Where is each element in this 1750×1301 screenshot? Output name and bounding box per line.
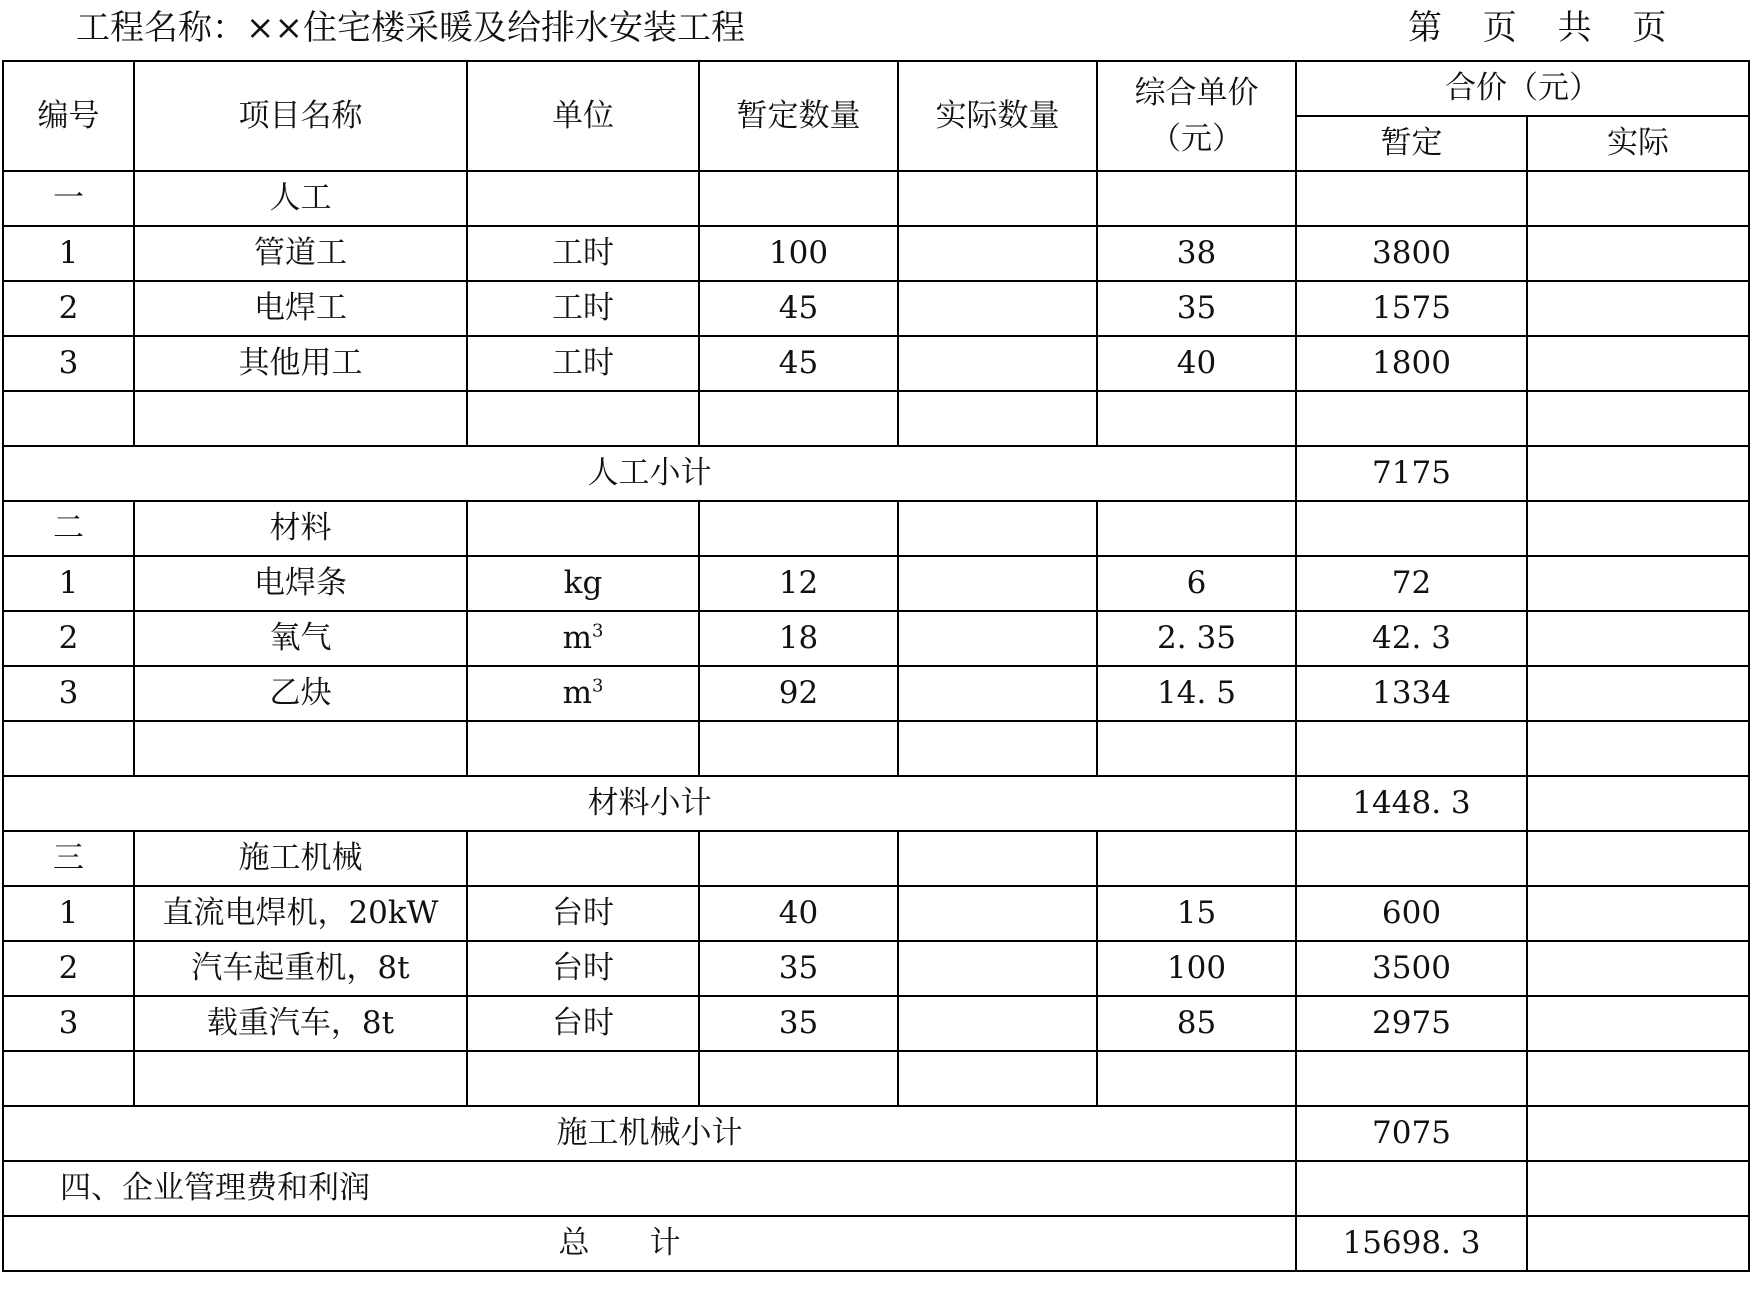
grand-total-label: 总计 bbox=[558, 1225, 741, 1262]
cell-total: 42. 3 bbox=[1296, 611, 1527, 666]
unit-base: m bbox=[562, 675, 592, 712]
cell-no: 3 bbox=[3, 336, 134, 391]
cell-qty: 35 bbox=[699, 996, 898, 1051]
cost-table bbox=[2, 60, 1750, 1272]
table-row bbox=[3, 941, 1749, 996]
grand-total-label-cell bbox=[3, 1216, 1296, 1271]
cell-price: 40 bbox=[1097, 336, 1296, 391]
cell-qty: 45 bbox=[699, 336, 898, 391]
section-name: 人工 bbox=[134, 171, 467, 226]
table-row bbox=[3, 996, 1749, 1051]
subtotal-row bbox=[3, 446, 1749, 501]
col-header-name: 项目名称 bbox=[134, 61, 467, 171]
management-fee-row bbox=[3, 1161, 1749, 1216]
grand-total-row bbox=[3, 1216, 1749, 1271]
page-info: 第 页 共 页 bbox=[1408, 8, 1667, 48]
unit-base: m bbox=[562, 620, 592, 657]
cell-price: 6 bbox=[1097, 556, 1296, 611]
table-row bbox=[3, 556, 1749, 611]
section-name: 材料 bbox=[134, 501, 467, 556]
cell-name: 乙炔 bbox=[134, 666, 467, 721]
cell-total: 1800 bbox=[1296, 336, 1527, 391]
section-no: 一 bbox=[3, 171, 134, 226]
subtotal-row bbox=[3, 776, 1749, 831]
cell-name: 氧气 bbox=[134, 611, 467, 666]
cell-no: 1 bbox=[3, 886, 134, 941]
cell-unit: 台时 bbox=[467, 886, 699, 941]
cell-name: 电焊条 bbox=[134, 556, 467, 611]
cell-no: 3 bbox=[3, 666, 134, 721]
col-header-total-est: 暂定 bbox=[1296, 116, 1527, 171]
cell-no: 1 bbox=[3, 556, 134, 611]
cell-qty: 12 bbox=[699, 556, 898, 611]
unit-superscript: 3 bbox=[591, 621, 604, 643]
table-row bbox=[3, 336, 1749, 391]
section-row bbox=[3, 831, 1749, 886]
empty-row bbox=[3, 721, 1749, 776]
cell-name: 其他用工 bbox=[134, 336, 467, 391]
cell-unit bbox=[467, 666, 699, 721]
subtotal-value: 1448. 3 bbox=[1296, 776, 1527, 831]
cell-qty: 92 bbox=[699, 666, 898, 721]
section-row bbox=[3, 501, 1749, 556]
cell-total: 1575 bbox=[1296, 281, 1527, 336]
cell-unit: 工时 bbox=[467, 281, 699, 336]
cell-unit: 工时 bbox=[467, 226, 699, 281]
page-header bbox=[0, 0, 1750, 50]
grand-total-value: 15698. 3 bbox=[1296, 1216, 1527, 1271]
cell-unit: 台时 bbox=[467, 941, 699, 996]
cell-qty: 18 bbox=[699, 611, 898, 666]
cell-total: 3800 bbox=[1296, 226, 1527, 281]
cell-total: 2975 bbox=[1296, 996, 1527, 1051]
subtotal-label: 施工机械小计 bbox=[3, 1106, 1296, 1161]
cell-no: 2 bbox=[3, 611, 134, 666]
col-header-no: 编号 bbox=[3, 61, 134, 171]
cell-no: 2 bbox=[3, 281, 134, 336]
table-row bbox=[3, 886, 1749, 941]
table-row bbox=[3, 281, 1749, 336]
cell-price: 35 bbox=[1097, 281, 1296, 336]
cell-qty: 100 bbox=[699, 226, 898, 281]
subtotal-label: 材料小计 bbox=[3, 776, 1296, 831]
col-header-unit: 单位 bbox=[467, 61, 699, 171]
cell-qty: 40 bbox=[699, 886, 898, 941]
cell-name: 管道工 bbox=[134, 226, 467, 281]
col-header-unit-price bbox=[1097, 61, 1296, 171]
cell-name: 电焊工 bbox=[134, 281, 467, 336]
col-header-act-qty: 实际数量 bbox=[898, 61, 1097, 171]
cell-no: 3 bbox=[3, 996, 134, 1051]
project-title: 工程名称：××住宅楼采暖及给排水安装工程 bbox=[76, 8, 745, 48]
cell-price: 14. 5 bbox=[1097, 666, 1296, 721]
cell-total: 72 bbox=[1296, 556, 1527, 611]
cell-total: 3500 bbox=[1296, 941, 1527, 996]
cell-name: 直流电焊机，20kW bbox=[134, 886, 467, 941]
cell-unit: 台时 bbox=[467, 996, 699, 1051]
cell-price: 85 bbox=[1097, 996, 1296, 1051]
cell-no: 1 bbox=[3, 226, 134, 281]
cell-name: 载重汽车，8t bbox=[134, 996, 467, 1051]
subtotal-label: 人工小计 bbox=[3, 446, 1296, 501]
unit-price-line1: 综合单价 bbox=[1134, 74, 1259, 111]
cell-no: 2 bbox=[3, 941, 134, 996]
section-name: 施工机械 bbox=[134, 831, 467, 886]
cell-price: 100 bbox=[1097, 941, 1296, 996]
cell-name: 汽车起重机，8t bbox=[134, 941, 467, 996]
cell-unit: kg bbox=[467, 556, 699, 611]
empty-row bbox=[3, 1051, 1749, 1106]
section-no: 三 bbox=[3, 831, 134, 886]
cell-price: 15 bbox=[1097, 886, 1296, 941]
table-row bbox=[3, 666, 1749, 721]
section-row bbox=[3, 171, 1749, 226]
subtotal-row bbox=[3, 1106, 1749, 1161]
management-fee-label: 四、企业管理费和利润 bbox=[3, 1161, 1296, 1216]
cell-price: 2. 35 bbox=[1097, 611, 1296, 666]
section-no: 二 bbox=[3, 501, 134, 556]
cell-unit: 工时 bbox=[467, 336, 699, 391]
col-header-est-qty: 暂定数量 bbox=[699, 61, 898, 171]
col-header-total: 合价（元） bbox=[1296, 61, 1749, 116]
cell-price: 38 bbox=[1097, 226, 1296, 281]
cell-total: 600 bbox=[1296, 886, 1527, 941]
table-row bbox=[3, 611, 1749, 666]
subtotal-value: 7175 bbox=[1296, 446, 1527, 501]
cell-unit bbox=[467, 611, 699, 666]
unit-superscript: 3 bbox=[591, 676, 604, 698]
cell-qty: 45 bbox=[699, 281, 898, 336]
unit-price-line2: （元） bbox=[1150, 121, 1243, 157]
col-header-total-act: 实际 bbox=[1527, 116, 1749, 171]
table-row bbox=[3, 226, 1749, 281]
cell-qty: 35 bbox=[699, 941, 898, 996]
empty-row bbox=[3, 391, 1749, 446]
cell-total: 1334 bbox=[1296, 666, 1527, 721]
subtotal-value: 7075 bbox=[1296, 1106, 1527, 1161]
